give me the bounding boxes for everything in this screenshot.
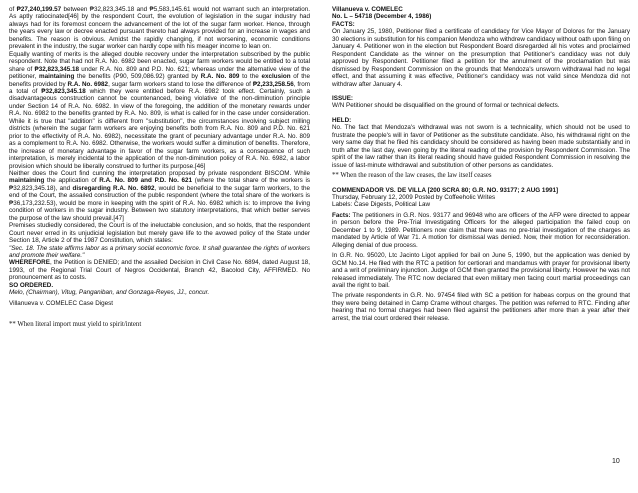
case2-title: COMMENDADOR VS. DE VILLA [200 SCRA 80; G.R. NO. 93177; 2 AUG 1991] (332, 186, 559, 194)
emphasis-bold: maintaining (9, 177, 45, 185)
paragraph-4: Premises studiedly considered, the Court is of the ineluctable conclusion, and so holds, that the respondent Court never erred in its unjudicial legislation but merely gave life to the avowed policy of the State under Section 18, Article 2 of the 1987 Constitution, which states: (9, 222, 310, 245)
amount-bold: ₱32,823,345.18 (41, 87, 86, 95)
left-column (9, 6, 310, 329)
right-column (332, 6, 630, 322)
held-label: HELD: (332, 116, 352, 124)
paragraph-1 (9, 6, 310, 51)
concurrence: Melo, (Chairman), Vitug, Panganiban, and Gonzaga-Reyes, JJ., concur. (9, 289, 210, 297)
paragraph-2 (9, 51, 310, 170)
text: the application of (44, 177, 100, 185)
constitution-quote: "Sec. 18. The state affirms labor as a primary social economic force. It shall guarantee the rights of workers and promote their welfare." (9, 244, 310, 259)
footnote-note: ** When literal import must yield to spirit/intent (9, 321, 142, 329)
emphasis-bold: exclusion (261, 73, 291, 81)
text: between ₱32,823,345.18 and ₱5,583,145.61 would not warrant such an interpretation. As aptly ratiocinated[46] by the respondent Court, the evolution of legislation in the sugar industry had always had for its foremost concern the advancement of the lot of the sugar farm worker. Hence, through the years every law or decree enacted pursuant thereto had always provided for an increase in wages and benefits. The reason is obvious. Amidst the rapidly changing, if not worsening, economic conditions prevalent in the industry, the sugar worker can hardly cope with his meager income to lean on. (9, 6, 310, 51)
facts-text: On January 25, 1980, Petitioner filed a certificate of candidacy for Vice Mayor of Dolores for the January 30 elections in substitution for his companion Mendoza who withdrew candidacy without oath upon filing on January 4. Petitioner won in the election but Respondent Board disregarded all his votes and proclaimed Respondent Candidate as the winner on the presumption that Petitioner's candidacy was not duly approved by Respondent. Petitioner filed a petition for the annulment of the proclamation but was dismissed by Respondent Commission on the grounds that Mendoza's unsworn withdrawal had no legal effect, and that assuming it was effective, Petitioner's candidacy was not valid since Mendoza did not withdraw after January 4. (332, 28, 630, 88)
issue-text: W/N Petitioner should be disqualified on the ground of formal or technical defects. (332, 102, 560, 110)
facts2-label: Facts: (332, 211, 351, 219)
amount-bold: ₱2,233,258.56 (252, 80, 294, 88)
emphasis-bold: disregarding R.A. No. 6892 (72, 184, 155, 192)
footnote-note-right: ** When the reason of the law ceases, the law itself ceases (332, 172, 492, 180)
case2-posted: Thursday, February 12, 2009 Posted by Coffeeholic Writes (332, 193, 496, 201)
case-number: No. L – 54718 (December 4, 1986) (332, 13, 432, 21)
text: , would be beneficial to the sugar farm workers, to the end of the Court, the assailed construction of the public respondent (where the total share of the workers is ₱36,173,232.53), would be more in keeping with the spirit of R.A. No. 6982 which is: to improve the living condition of workers in the sugar industry. Between two statutory interpretations, that which better serves the purpose of the law should prevail.[47] (9, 184, 310, 222)
wherefore-label: WHEREFORE (9, 259, 50, 267)
emphasis-bold: R.A. No. 6982 (67, 80, 109, 88)
held-text: No. The fact that Mendoza's withdrawal was not sworn is a technicality, which should not be used to frustrate the people's will in favor of Petitioner as the substitute candidate. Also, his withdrawal right on the very same day that he filed his candidacy should be considered as having been made substantially and in truth after the last day, even going by the literal reading of the provision by Respondent Commission. The spirit of the law rather than its literal reading should have guided Respondent Commission in resolving the issue of last-minute withdrawal and substitution of other persons as candidates. (332, 124, 630, 169)
facts2-paragraph (332, 212, 630, 249)
text: , sugar farm workers stand to lose the difference of (108, 80, 253, 88)
text: , from a total of (9, 80, 311, 95)
paragraph-wherefore (9, 259, 310, 281)
text: to the (239, 73, 262, 81)
paragraph-habeas: The private respondents in G.R. No. 97454 filed with SC a petition for habeas corpus on the ground that they were being detained in Camp Crame without charges. The petition was referred to RTC. Finding after hearing that no formal charges had been filed against the petitioners after more than a year after their arrest, the trial court ordered their release. (332, 292, 630, 322)
text: Equally wanting of merits is the alleged double recovery under the interpretation subscribed by the public respondent. Note that had not R.A. No. 6982 been enacted, sugar farm workers would be entitled to a total share of (9, 50, 310, 73)
emphasis-bold: maintaining (39, 73, 75, 81)
text: which they were entitled before R.A. 6982 took effect. Certainly, such a disadvantageous construction cannot be countenanced, being violative of the non-diminution principle under Section 14 of R.A. No. 6982. In view of the foregoing, the addition of the monetary rewards under R.A. No. 6982 to the benefits granted by R.A. No. 809, is what is called for in the case under consideration. While it is true that "addition" is different from "substitution", the circumstances involving subject milling districts (wherein the sugar farm workers are enjoying benefits both from R.A. No. 809 and P.D. No. 621 prior to the effectivity of R.A. No. 6982), necessitate the grant of pecuniary advantage under R.A. No. 809 as a complement to R.A. No. 6982. Otherwise, the workers would suffer a diminution of benefits. Therefore, the increase of monetary advantage in favor of the sugar farm workers, as a consequence of such interpretation, is merely incidental to the application of the non-diminution policy of R.A. No. 6982, a labor provision which should be liberally construed to further its purpose.[46] (9, 87, 310, 170)
paragraph-3 (9, 170, 310, 222)
text: under R.A. No. 809 and P.D. No. 621; whereas under the alternative view of the petitioner, (9, 65, 310, 81)
next-case-heading: Villanueva v. COMELEC Case Digest (9, 299, 114, 307)
text: (where the total share of the workers is ₱32,823,345.18), and (9, 177, 310, 192)
case-title: Villanueva v. COMELEC (332, 6, 403, 13)
text: of (9, 6, 17, 13)
page-number: 10 (612, 458, 620, 465)
emphasis-bold: R.A. No. 809 (200, 73, 240, 81)
text: The petitioners in G.R. Nos. 93177 and 96948 who are officers of the AFP were directed to appear in person before the Pre-Trial Investigating Officers for the alleged participation the failed coup on December 1 to 9, 1989. Petitioners now claim that there was no pre-trial investigation of the charges as mandated by Article of War 71. A motion for dismissal was denied. Now, their motion for reconsideration. Alleging denial of due process. (332, 211, 630, 249)
amount-bold: ₱32,823,345.18 (34, 65, 80, 73)
amount-bold: ₱27,240,199.57 (16, 6, 62, 13)
text: Neither does the Court find cunning the interpretation proposed by private respondent BISCOM. While (9, 169, 310, 177)
issue-label: ISSUE: (332, 94, 353, 102)
facts-label: FACTS: (332, 20, 355, 28)
paragraph-ligot: In G.R. No. 95020, Ltc Jacinto Ligot applied for bail on June 5, 1990, but the application was denied by GCM No.14. He filed with the RTC a petition for certiorari and mandamus with prayer for provisional liberty and a writ of preliminary injunction. Judge of GCM then granted the provisional liberty. However he was not released immediately. The RTC now declared that even military men facing court martial proceedings can avail the right to bail. (332, 252, 630, 289)
text: , the Petition is DENIED; and the assailed Decision in Civil Case No. 6894, dated August 18, 1993, of the Regional Trial Court of Negros Occidental, Branch 42, Bacolod City, AFFIRMED. No pronouncement as to costs. (9, 259, 310, 282)
case2-labels: Labels: Case Digests, Political Law (332, 201, 430, 209)
so-ordered: SO ORDERED. (9, 281, 54, 289)
emphasis-bold: R.A. No. 809 and P.D. No. 621 (99, 177, 193, 185)
text: the benefits (P90, 509,086.92) granted by (74, 73, 201, 81)
text: of the benefits provided by (9, 73, 310, 88)
